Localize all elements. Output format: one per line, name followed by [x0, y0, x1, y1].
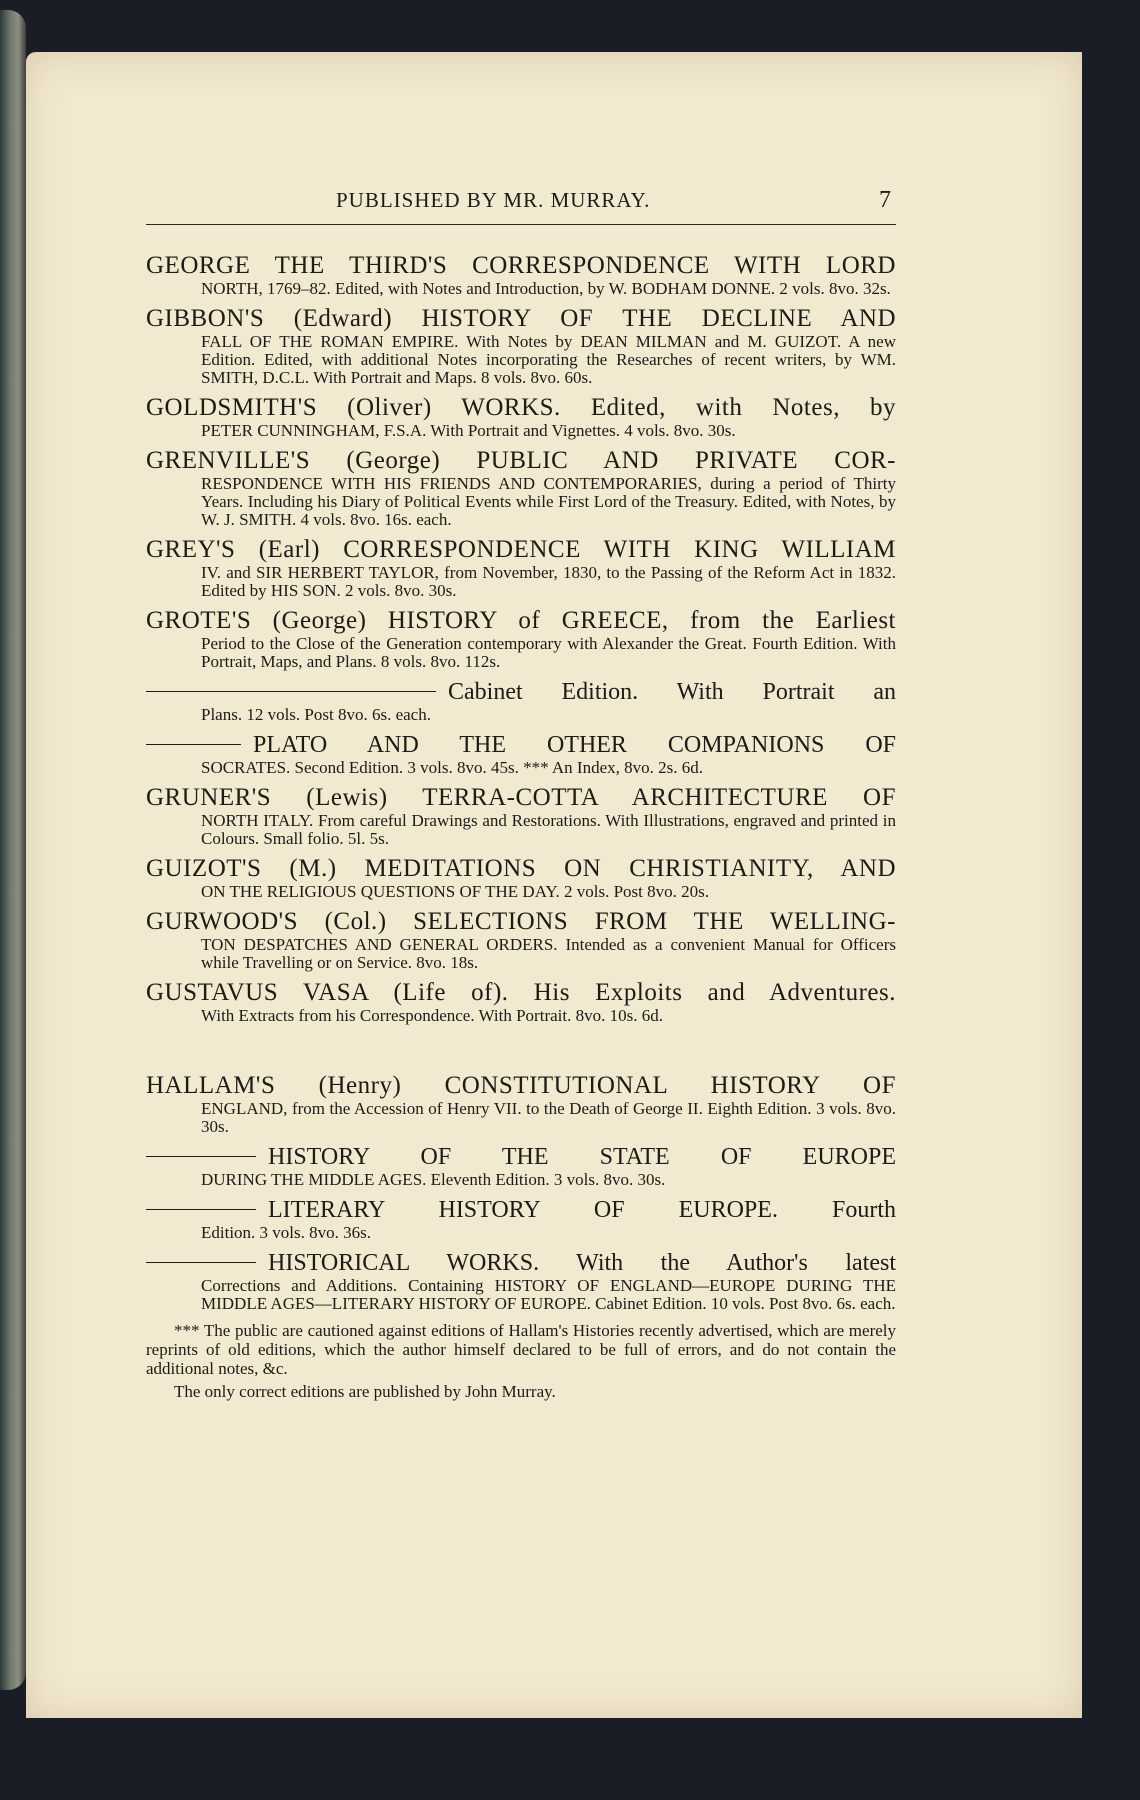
entry-heading: GROTE'S (George) HISTORY of GREECE, from the Earliest	[146, 607, 896, 634]
entry-george-third	[146, 253, 896, 298]
entry-hallam-europe	[146, 1144, 896, 1189]
section-gap	[146, 1033, 896, 1073]
entry-description: DURING THE MIDDLE AGES. Eleventh Edition. 3 vols. 8vo. 30s.	[201, 1170, 666, 1189]
closing-line: The only correct editions are published by John Murray.	[174, 1382, 556, 1401]
entry-heading-text: HISTORICAL WORKS. With the Author's latest	[268, 1250, 896, 1276]
entry-description: FALL OF THE ROMAN EMPIRE. With Notes by DEAN MILMAN and M. GUIZOT. A new Edition. Edited, with additional Notes incorporating the Researches of recent writers, by WM. SMITH, D.C.L. With Portrait and Maps. 8 vols. 8vo. 60s.	[201, 332, 896, 387]
ditto-rule	[146, 691, 436, 692]
entry-description: ON THE RELIGIOUS QUESTIONS OF THE DAY. 2 vols. Post 8vo. 20s.	[201, 882, 709, 901]
entry-grote-cabinet	[146, 679, 896, 724]
entry-description: IV. and SIR HERBERT TAYLOR, from November, 1830, to the Passing of the Reform Act in 1832. Edited by HIS SON. 2 vols. 8vo. 30s.	[201, 563, 896, 600]
page-content	[146, 187, 896, 1401]
entry-gruner	[146, 785, 896, 848]
entry-heading: GRENVILLE'S (George) PUBLIC AND PRIVATE COR-	[146, 447, 896, 474]
header-title: PUBLISHED BY MR. MURRAY.	[336, 188, 651, 212]
ditto-rule	[146, 744, 241, 745]
entry-grote	[146, 608, 896, 671]
entry-heading	[146, 1197, 896, 1223]
entry-heading-text: HISTORY OF THE STATE OF EUROPE	[268, 1144, 896, 1170]
running-header	[146, 187, 896, 224]
ditto-rule	[146, 1262, 256, 1263]
entry-heading: GUSTAVUS VASA (Life of). His Exploits and Adventures.	[146, 979, 896, 1006]
entry-description: Corrections and Additions. Containing HISTORY OF ENGLAND—EUROPE DURING THE MIDDLE AGES—LITERARY HISTORY OF EUROPE. Cabinet Edition. 10 vols. Post 8vo. 6s. each.	[201, 1276, 896, 1313]
entry-grenville	[146, 448, 896, 529]
entry-grey	[146, 537, 896, 600]
entry-description: PETER CUNNINGHAM, F.S.A. With Portrait and Vignettes. 4 vols. 8vo. 30s.	[201, 421, 736, 440]
entry-heading-text: LITERARY HISTORY OF EUROPE. Fourth	[268, 1197, 896, 1223]
book-spine-edge	[0, 10, 26, 1690]
entry-gibbon	[146, 306, 896, 387]
entry-heading: GIBBON'S (Edward) HISTORY OF THE DECLINE AND	[146, 305, 896, 332]
entry-heading	[146, 732, 896, 758]
ditto-rule	[146, 1209, 256, 1210]
entry-heading	[146, 679, 896, 705]
entry-heading	[146, 1250, 896, 1276]
header-rule	[146, 224, 896, 225]
catalogue-page	[26, 52, 1082, 1718]
entry-heading: GREY'S (Earl) CORRESPONDENCE WITH KING WILLIAM	[146, 536, 896, 563]
ditto-rule	[146, 1156, 256, 1157]
entry-heading: GOLDSMITH'S (Oliver) WORKS. Edited, with Notes, by	[146, 394, 896, 421]
entry-heading	[146, 1144, 896, 1170]
entry-description: With Extracts from his Correspondence. With Portrait. 8vo. 10s. 6d.	[201, 1006, 663, 1025]
entry-goldsmith	[146, 395, 896, 440]
entry-gustavus	[146, 980, 896, 1025]
entry-heading: GEORGE THE THIRD'S CORRESPONDENCE WITH LORD	[146, 252, 896, 279]
caution-note: *** The public are cautioned against editions of Hallam's Histories recently advertised, which are merely reprints of old editions, which the author himself declared to be full of errors, and do not contain the additional notes, &c.	[146, 1321, 896, 1378]
entry-heading-text: Cabinet Edition. With Portrait an	[448, 679, 896, 705]
entry-heading: GRUNER'S (Lewis) TERRA-COTTA ARCHITECTURE OF	[146, 784, 896, 811]
entry-description: RESPONDENCE WITH HIS FRIENDS AND CONTEMPORARIES, during a period of Thirty Years. Including his Diary of Political Events while First Lord of the Treasury. Edited, with Notes, by W. J. SMITH. 4 vols. 8vo. 16s. each.	[201, 474, 896, 529]
entry-heading-text: PLATO AND THE OTHER COMPANIONS OF	[253, 732, 896, 758]
entry-hallam-works	[146, 1250, 896, 1313]
entry-description: Period to the Close of the Generation contemporary with Alexander the Great. Fourth Edition. With Portrait, Maps, and Plans. 8 vols. 8vo. 112s.	[201, 634, 896, 671]
entry-description: NORTH ITALY. From careful Drawings and Restorations. With Illustrations, engraved and printed in Colours. Small folio. 5l. 5s.	[201, 811, 896, 848]
entry-hallam	[146, 1073, 896, 1136]
page-number: 7	[879, 187, 892, 213]
entry-heading: HALLAM'S (Henry) CONSTITUTIONAL HISTORY OF	[146, 1072, 896, 1099]
entry-gurwood	[146, 909, 896, 972]
entry-grote-plato	[146, 732, 896, 777]
entry-hallam-literary	[146, 1197, 896, 1242]
entry-description: Edition. 3 vols. 8vo. 36s.	[201, 1223, 372, 1242]
entry-description: SOCRATES. Second Edition. 3 vols. 8vo. 45s. *** An Index, 8vo. 2s. 6d.	[201, 758, 703, 777]
entry-heading: GUIZOT'S (M.) MEDITATIONS ON CHRISTIANITY, AND	[146, 855, 896, 882]
entry-description: TON DESPATCHES AND GENERAL ORDERS. Intended as a convenient Manual for Officers while Travelling or on Service. 8vo. 18s.	[201, 935, 896, 972]
entry-heading: GURWOOD'S (Col.) SELECTIONS FROM THE WELLING-	[146, 908, 896, 935]
entry-description: Plans. 12 vols. Post 8vo. 6s. each.	[201, 705, 431, 724]
entry-description: ENGLAND, from the Accession of Henry VII. to the Death of George II. Eighth Edition. 3 vols. 8vo. 30s.	[201, 1099, 896, 1136]
entry-guizot	[146, 856, 896, 901]
entry-description: NORTH, 1769–82. Edited, with Notes and Introduction, by W. BODHAM DONNE. 2 vols. 8vo. 32s.	[201, 279, 891, 298]
